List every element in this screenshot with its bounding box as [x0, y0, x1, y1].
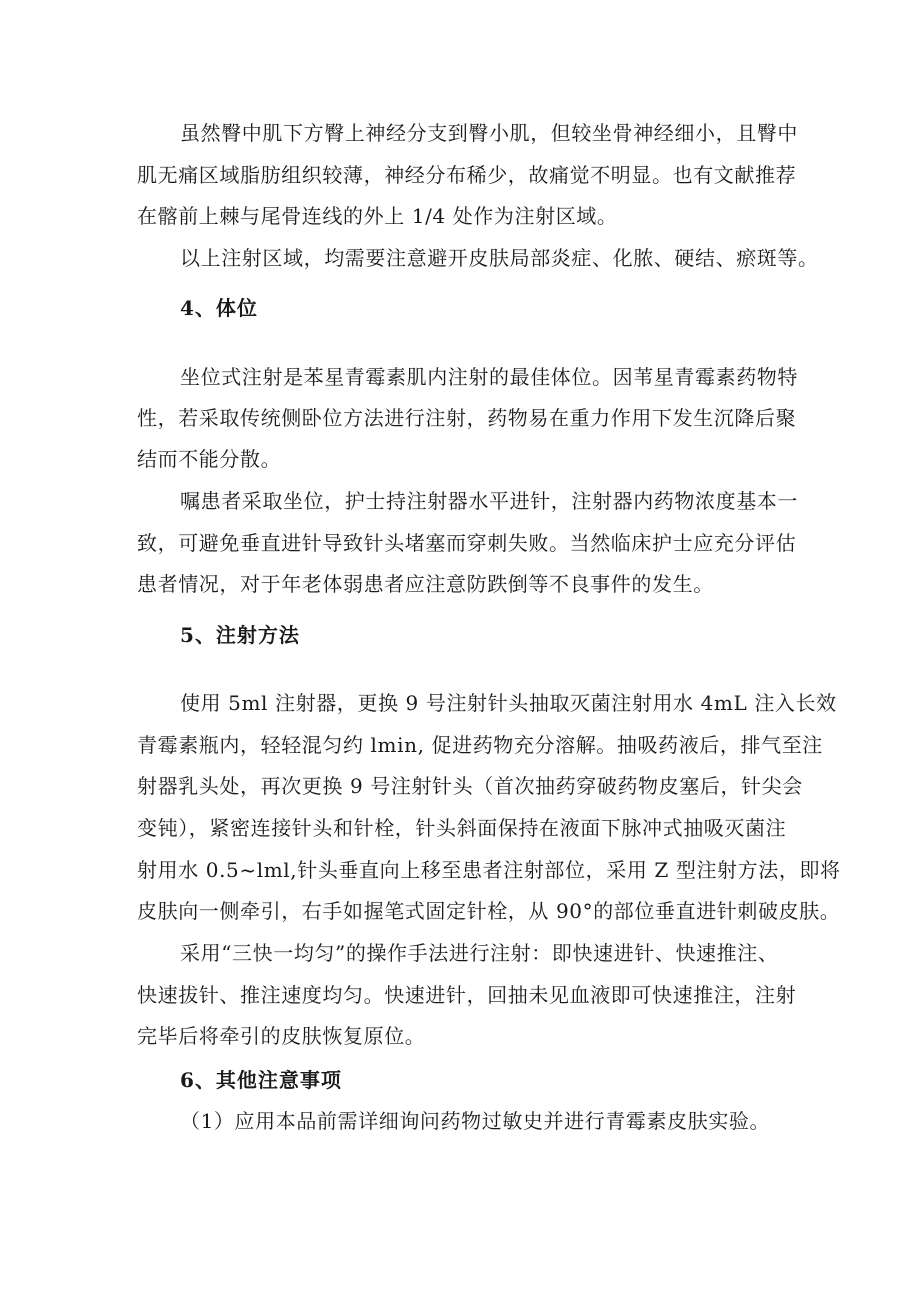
text-line: 性，若采取传统侧卧位方法进行注射，药物易在重力作用下发生沉降后聚: [137, 406, 797, 430]
section-heading: 6、其他注意事项: [180, 1068, 342, 1092]
text-line: 完毕后将牵引的皮肤恢复原位。: [137, 1024, 426, 1048]
text-line: 射用水 0.5~lml,针头垂直向上移至患者注射部位，采用 Z 型注射方法，即将: [137, 858, 841, 882]
text-line: 致，可避免垂直进针导致针头堵塞而穿刺失败。当然临床护士应充分评估: [137, 531, 797, 555]
text-line: 坐位式注射是苯星青霉素肌内注射的最佳体位。因苇星青霉素药物特: [180, 365, 798, 389]
text-line: 快速拔针、推注速度均匀。快速进针，回抽未见血液即可快速推注，注射: [137, 983, 797, 1007]
text-line: 皮肤向一侧牵引，右手如握笔式固定针栓，从 90°的部位垂直进针刺破皮肤。: [137, 899, 841, 923]
text-line: 嘱患者采取坐位，护士持注射器水平进针，注射器内药物浓度基本一: [180, 489, 798, 513]
text-line: 青霉素瓶内，轻轻混匀约 lmin, 促进药物充分溶解。抽吸药液后，排气至注: [137, 733, 823, 757]
text-line: 变钝），紧密连接针头和针栓，针头斜面保持在液面下脉冲式抽吸灭菌注: [137, 816, 787, 840]
text-line: 结而不能分散。: [137, 447, 282, 471]
text-line: 肌无痛区域脂肪组织较薄，神经分布稀少，故痛觉不明显。也有文献推荐: [137, 163, 797, 187]
text-line: 虽然臀中肌下方臀上神经分支到臀小肌，但较坐骨神经细小，且臀中: [180, 121, 798, 145]
text-line: 使用 5ml 注射器，更换 9 号注射针头抽取灭菌注射用水 4mL 注入长效: [180, 691, 837, 715]
text-line: 以上注射区域，均需要注意避开皮肤局部炎症、化脓、硬结、瘀斑等。: [180, 246, 819, 270]
text-line: 在髂前上棘与尾骨连线的外上 1/4 处作为注射区域。: [137, 204, 618, 228]
text-line: 患者情况，对于年老体弱患者应注意防跌倒等不良事件的发生。: [137, 572, 714, 596]
text-line: （1）应用本品前需详细询问药物过敏史并进行青霉素皮肤实验。: [180, 1109, 771, 1133]
text-line: 采用“三快一均匀”的操作手法进行注射：即快速进针、快速推注、: [180, 941, 779, 965]
section-heading: 5、注射方法: [180, 623, 300, 647]
text-line: 射器乳头处，再次更换 9 号注射针头（首次抽药穿破药物皮塞后，针尖会: [137, 774, 803, 798]
section-heading: 4、体位: [180, 296, 258, 320]
